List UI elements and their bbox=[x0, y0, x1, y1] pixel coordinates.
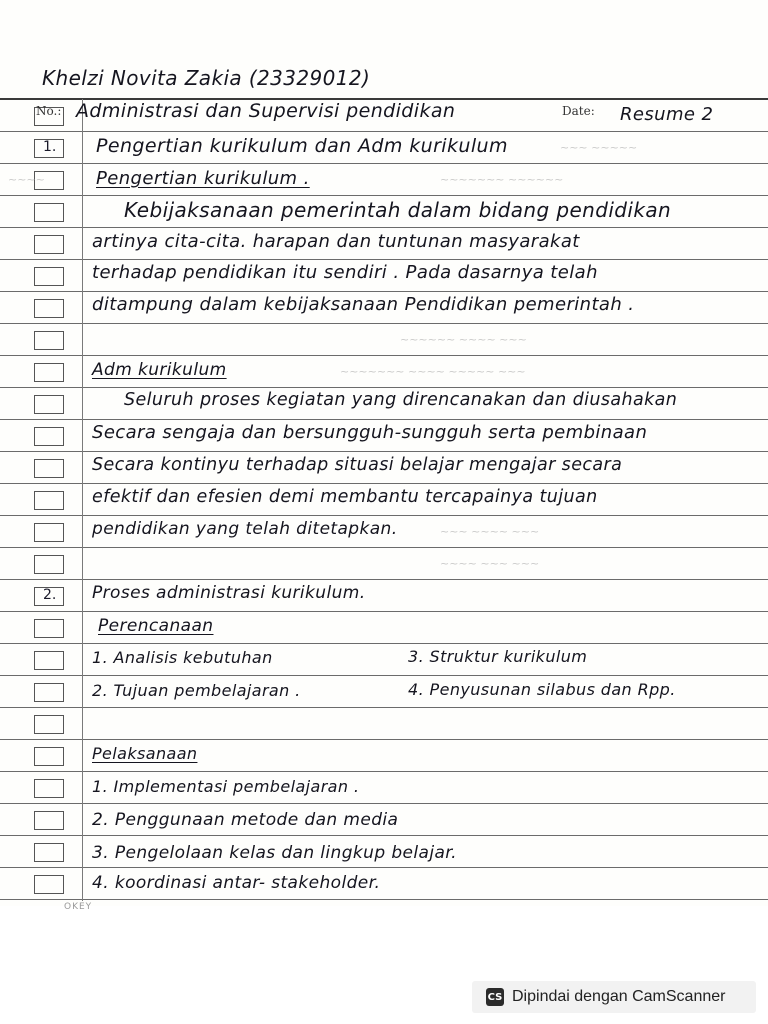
exec-item: 3. Pengelolaan kelas dan lingkup belajar. bbox=[92, 843, 457, 863]
rule-line bbox=[0, 835, 768, 836]
row-box bbox=[34, 235, 64, 254]
row-box bbox=[34, 267, 64, 286]
rule-line bbox=[0, 867, 768, 868]
no-label: No.: bbox=[36, 104, 62, 118]
bleed-through-text: ~~~~ ~~~ ~~~ bbox=[440, 557, 540, 570]
camscanner-logo-icon: CS bbox=[486, 988, 504, 1006]
notebook-brand: OKEY bbox=[64, 902, 93, 912]
paragraph-line: terhadap pendidikan itu sendiri . Pada dasarnya telah bbox=[92, 262, 598, 283]
exec-item: 2. Penggunaan metode dan media bbox=[92, 810, 399, 830]
author-name: Khelzi Novita Zakia (23329012) bbox=[42, 66, 371, 90]
section-1-heading: Pengertian kurikulum dan Adm kurikulum bbox=[96, 135, 508, 157]
rule-line bbox=[0, 739, 768, 740]
row-box-number bbox=[34, 139, 64, 158]
row-box bbox=[34, 203, 64, 222]
row-box bbox=[34, 331, 64, 350]
rule-line bbox=[0, 675, 768, 676]
exec-item: 4. koordinasi antar- stakeholder. bbox=[92, 873, 381, 893]
paragraph-line: artinya cita-cita. harapan dan tuntunan masyarakat bbox=[92, 231, 580, 252]
rule-line bbox=[0, 547, 768, 548]
paragraph-line: Secara sengaja dan bersungguh-sungguh serta pembinaan bbox=[92, 422, 648, 443]
scanner-watermark-text: Dipindai dengan CamScanner bbox=[512, 988, 726, 1005]
bleed-through-text: ~~~~~~~ ~~~~~~ bbox=[440, 173, 564, 186]
plan-item: 2. Tujuan pembelajaran . bbox=[92, 681, 301, 700]
plan-item: 3. Struktur kurikulum bbox=[408, 647, 588, 666]
paragraph-line: Kebijaksanaan pemerintah dalam bidang pendidikan bbox=[124, 198, 672, 222]
row-box bbox=[34, 811, 64, 830]
rule-line bbox=[0, 483, 768, 484]
rule-line bbox=[0, 195, 768, 196]
section-number: 2. bbox=[43, 587, 57, 603]
row-box bbox=[34, 459, 64, 478]
row-box-number bbox=[34, 587, 64, 606]
paragraph-line: Secara kontinyu terhadap situasi belajar mengajar secara bbox=[92, 455, 623, 475]
plan-item: 4. Penyusunan silabus dan Rpp. bbox=[408, 680, 676, 699]
rule-line bbox=[0, 803, 768, 804]
rule-line bbox=[0, 451, 768, 452]
rule-line bbox=[0, 323, 768, 324]
subsection-title: Adm kurikulum bbox=[92, 360, 227, 380]
bleed-through-text: ~~~~~~ ~~~~ ~~~ bbox=[400, 333, 527, 346]
rule-line bbox=[0, 899, 768, 900]
row-box bbox=[34, 363, 64, 382]
rule-line bbox=[0, 771, 768, 772]
rule-line bbox=[0, 387, 768, 388]
bleed-through-text: ~~~~ bbox=[8, 173, 45, 186]
margin-line bbox=[82, 99, 83, 901]
paragraph-line: pendidikan yang telah ditetapkan. bbox=[92, 519, 398, 539]
subsection-title: Pelaksanaan bbox=[92, 744, 198, 763]
paragraph-line: efektif dan efesien demi membantu tercapainya tujuan bbox=[92, 487, 598, 507]
row-box bbox=[34, 523, 64, 542]
row-box bbox=[34, 875, 64, 894]
camscanner-watermark bbox=[472, 981, 756, 1013]
rule-line bbox=[0, 259, 768, 260]
row-box bbox=[34, 427, 64, 446]
paragraph-line: Seluruh proses kegiatan yang direncanakan dan diusahakan bbox=[124, 390, 678, 410]
subject-title: Administrasi dan Supervisi pendidikan bbox=[76, 100, 456, 122]
rule-line bbox=[0, 291, 768, 292]
rule-line bbox=[0, 707, 768, 708]
row-box bbox=[34, 843, 64, 862]
section-number: 1. bbox=[43, 139, 57, 155]
row-box bbox=[34, 395, 64, 414]
row-box bbox=[34, 779, 64, 798]
subsection-title: Perencanaan bbox=[98, 616, 214, 636]
date-label: Date: bbox=[562, 104, 595, 118]
rule-line bbox=[0, 515, 768, 516]
resume-label: Resume 2 bbox=[620, 104, 714, 125]
row-box bbox=[34, 715, 64, 734]
paragraph-line: ditampung dalam kebijaksanaan Pendidikan pemerintah . bbox=[92, 294, 635, 315]
row-box bbox=[34, 683, 64, 702]
rule-line bbox=[0, 419, 768, 420]
row-box bbox=[34, 619, 64, 638]
row-box bbox=[34, 651, 64, 670]
exec-item: 1. Implementasi pembelajaran . bbox=[92, 777, 360, 796]
row-box bbox=[34, 299, 64, 318]
rule-line bbox=[0, 163, 768, 164]
rule-line bbox=[0, 643, 768, 644]
bleed-through-text: ~~~ ~~~~ ~~~ bbox=[440, 525, 540, 538]
row-box bbox=[34, 747, 64, 766]
row-box bbox=[34, 555, 64, 574]
rule-line bbox=[0, 355, 768, 356]
subsection-title: Pengertian kurikulum . bbox=[96, 168, 310, 189]
rule-line bbox=[0, 579, 768, 580]
bleed-through-text: ~~~~~~~ ~~~~ ~~~~~ ~~~ bbox=[340, 365, 526, 378]
rule-line bbox=[0, 227, 768, 228]
row-box bbox=[34, 491, 64, 510]
rule-line bbox=[0, 611, 768, 612]
plan-item: 1. Analisis kebutuhan bbox=[92, 648, 273, 667]
bleed-through-text: ~~~ ~~~~~ bbox=[560, 141, 638, 154]
rule-line bbox=[0, 131, 768, 132]
section-2-heading: Proses administrasi kurikulum. bbox=[92, 583, 366, 603]
